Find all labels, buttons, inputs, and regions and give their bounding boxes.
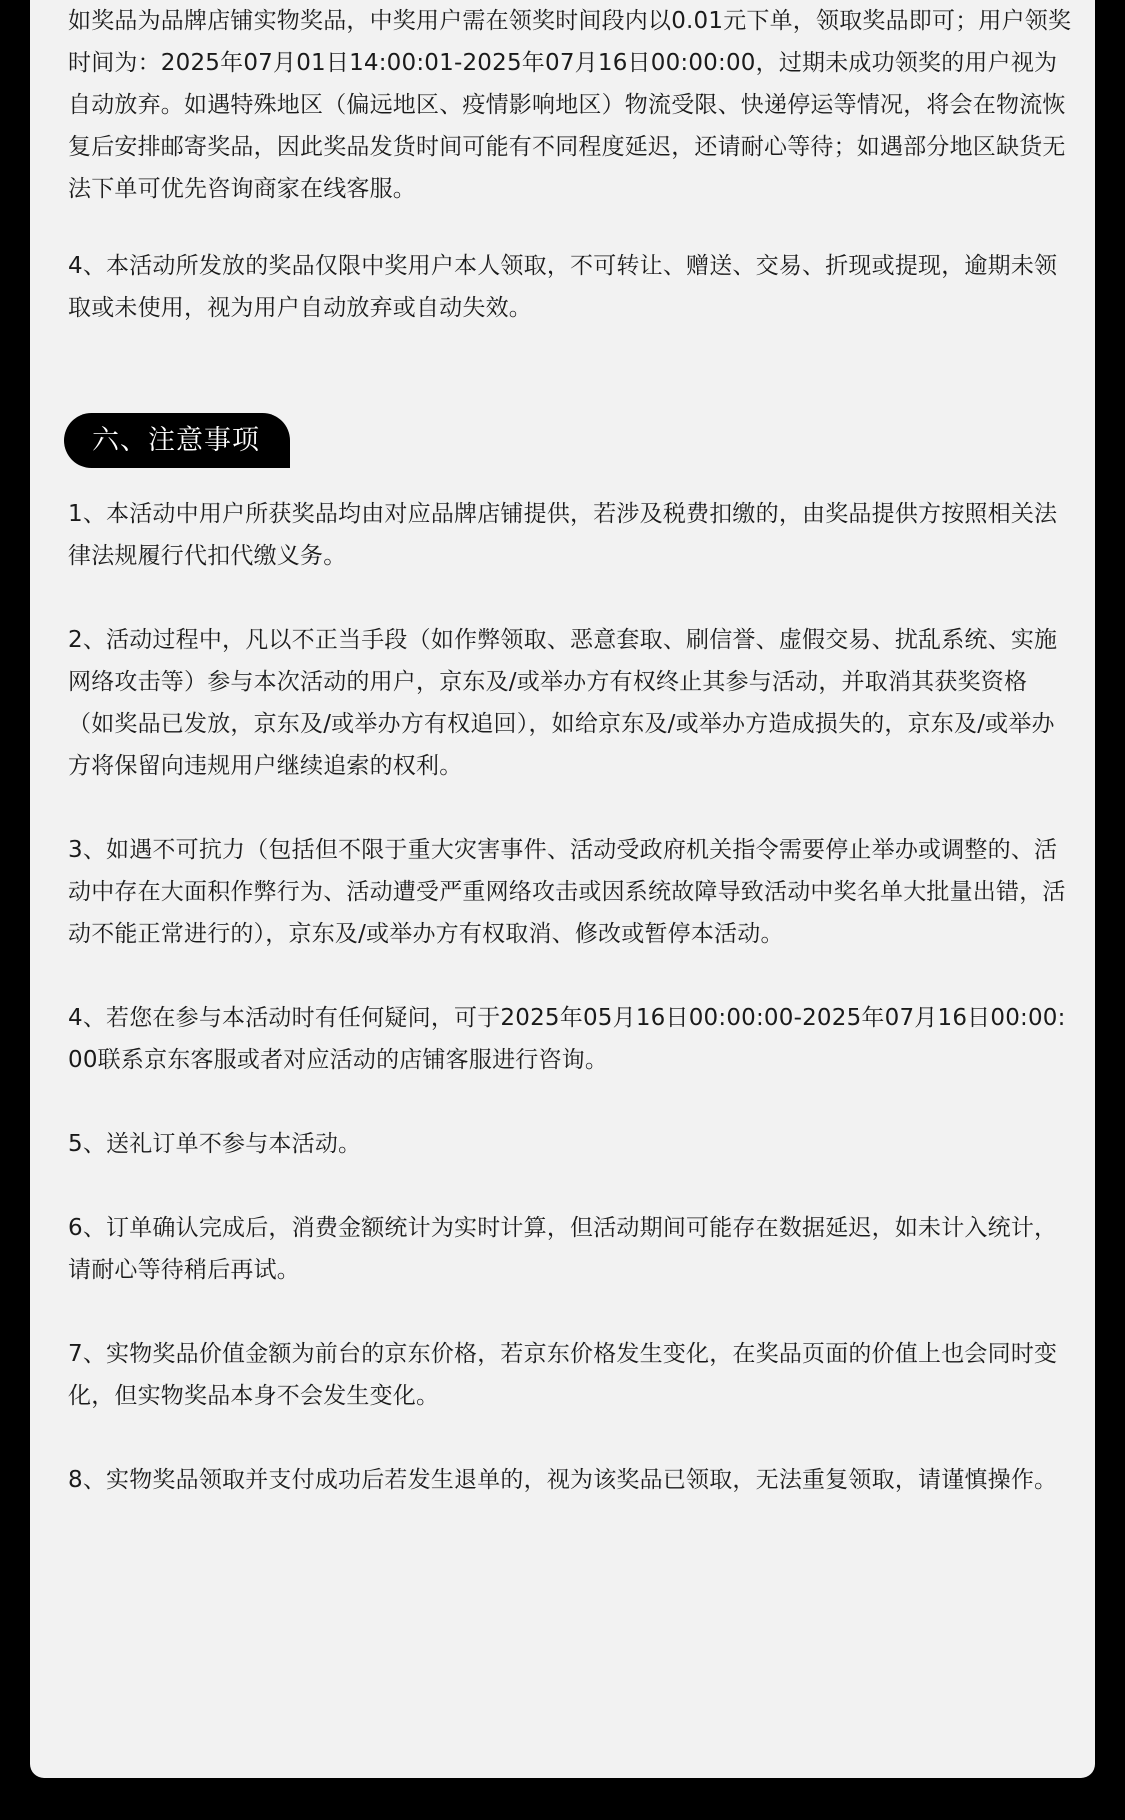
notice-item-5: 5、送礼订单不参与本活动。: [68, 1131, 362, 1157]
notice-item-7: 7、实物奖品价值金额为前台的京东价格，若京东价格发生变化，在奖品页面的价值上也会同时变化，但实物奖品本身不会发生变化。: [68, 1341, 1058, 1409]
notice-item-3: 3、如遇不可抗力（包括但不限于重大灾害事件、活动受政府机关指令需要停止举办或调整的、活动中存在大面积作弊行为、活动遭受严重网络攻击或因系统故障导致活动中奖名单大批量出错，活动不能正常进行的），京东及/或举办方有权取消、修改或暂停本活动。: [68, 837, 1066, 947]
notice-item-8: 8、实物奖品领取并支付成功后若发生退单的，视为该奖品已领取，无法重复领取，请谨慎操作。: [68, 1467, 1058, 1493]
notice-item-4: 4、若您在参与本活动时有任何疑问，可于2025年05月16日00:00:00-2025年07月16日00:00:00联系京东客服或者对应活动的店铺客服进行咨询。: [68, 1005, 1066, 1073]
notice-item-6: 6、订单确认完成后，消费金额统计为实时计算，但活动期间可能存在数据延迟，如未计入统计，请耐心等待稍后再试。: [68, 1215, 1058, 1283]
prize-claim-paragraph: 如奖品为品牌店铺实物奖品，中奖用户需在领奖时间段内以0.01元下单，领取奖品即可；用户领奖时间为：2025年07月01日14:00:01-2025年07月16日00:00:00，过期未成功领奖的用户视为自动放弃。如遇特殊地区（偏远地区、疫情影响地区）物流受限、快递停运等情况，将会在物流恢复后安排邮寄奖品，因此奖品发货时间可能有不同程度延迟，还请耐心等待；如遇部分地区缺货无法下单可优先咨询商家在线客服。: [68, 8, 1072, 202]
rule-item-4-prize-restriction: 4、本活动所发放的奖品仅限中奖用户本人领取，不可转让、赠送、交易、折现或提现，逾期未领取或未使用，视为用户自动放弃或自动失效。: [68, 253, 1058, 321]
section-6-title-badge: 六、注意事项: [64, 413, 290, 468]
notice-item-1: 1、本活动中用户所获奖品均由对应品牌店铺提供，若涉及税费扣缴的，由奖品提供方按照相关法律法规履行代扣代缴义务。: [68, 501, 1058, 569]
notice-item-2: 2、活动过程中，凡以不正当手段（如作弊领取、恶意套取、刷信誉、虚假交易、扰乱系统、实施网络攻击等）参与本次活动的用户，京东及/或举办方有权终止其参与活动，并取消其获奖资格（如奖品已发放，京东及/或举办方有权追回），如给京东及/或举办方造成损失的，京东及/或举办方将保留向违规用户继续追索的权利。: [68, 627, 1058, 779]
rules-card: [30, 0, 1095, 1778]
